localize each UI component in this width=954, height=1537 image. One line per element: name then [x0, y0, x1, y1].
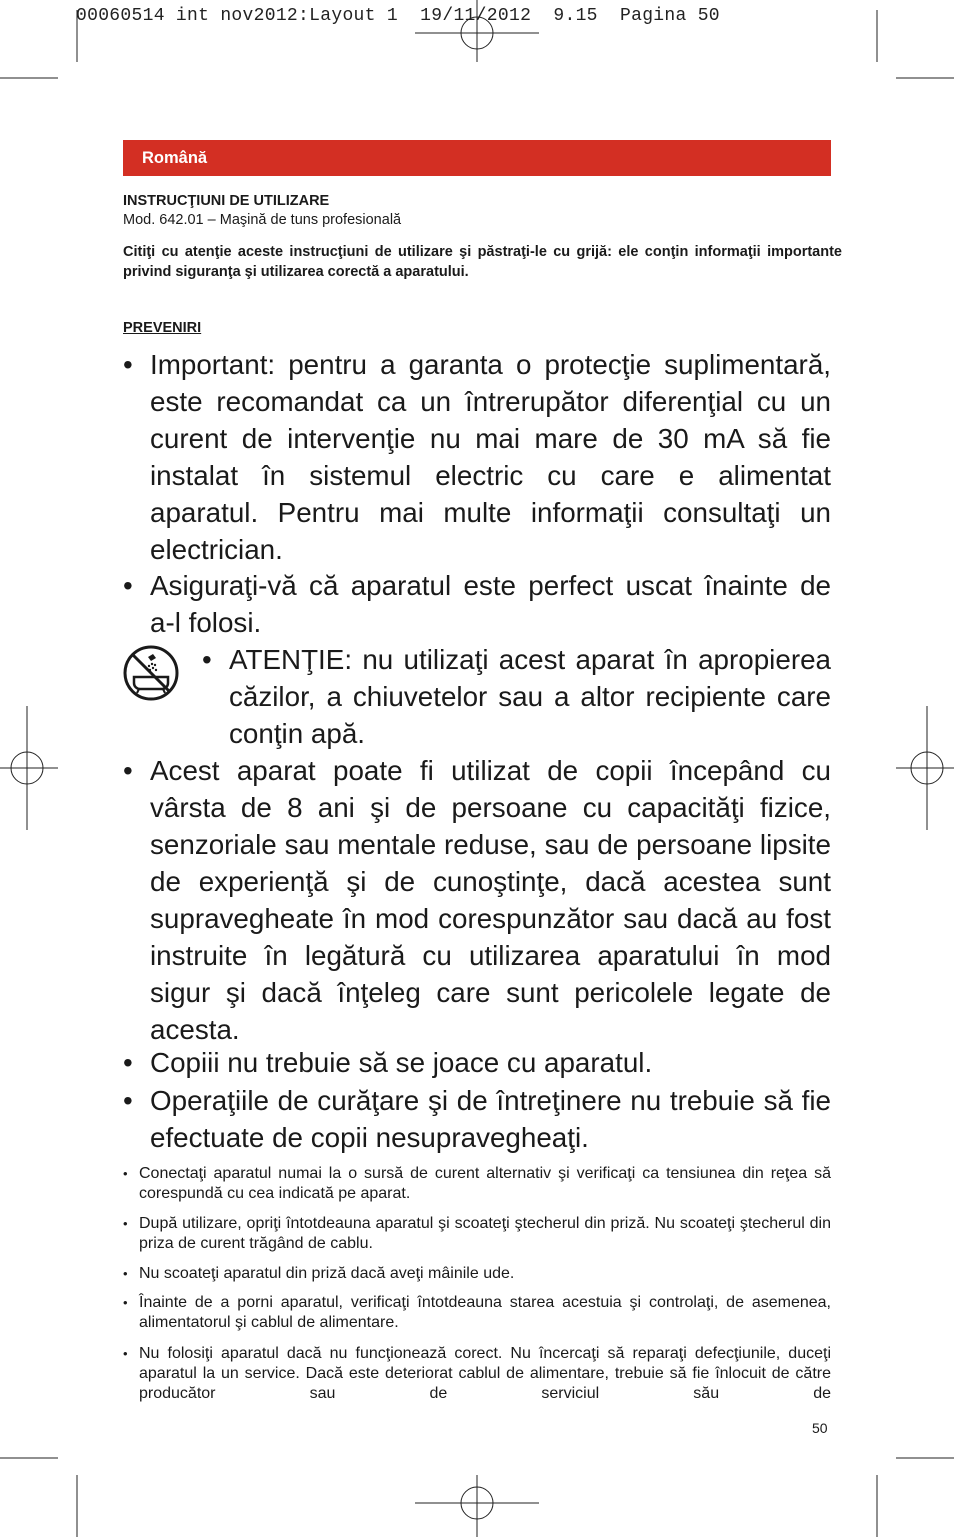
bullet: •: [123, 1266, 128, 1281]
warning-item: [0, 346, 831, 568]
bullet: •: [123, 755, 133, 786]
bullet: •: [123, 349, 133, 380]
instruction-text: Nu scoateţi aparatul din priză dacă aveţi mâinile ude.: [139, 1265, 515, 1282]
printer-slug: 00060514 int nov2012:Layout 1 19/11/2012 9.15 Pagina 50: [76, 6, 720, 26]
warning-text: Important: pentru a garanta o protecţie suplimentară, este recomandat ca un întrerupător diferenţial cu un curent de intervenţie nu mai mare de 30 mA să fie instalat în sistemul electric cu care e alimentat aparatul. Pentru mai multe informaţii consultaţi un electrician.: [150, 349, 831, 565]
instruction-text: Nu folosiţi aparatul dacă nu funcţionează corect. Nu încercaţi să reparaţi defecţiunile, duceţi aparatul la un service. Dacă este deteriorat cablul de alimentare, trebuie să fie înlocuit de către producător sau de serviciul său de: [139, 1345, 831, 1402]
warning-text: Asiguraţi-vă că aparatul este perfect uscat înainte de a-l folosi.: [150, 570, 831, 638]
bullet: •: [123, 1085, 133, 1116]
instruction-text: Conectaţi aparatul numai la o sursă de curent alternativ şi verificaţi ca tensiunea din reţea să corespundă cu cea indicată pe aparat.: [139, 1165, 831, 1202]
warning-text: Copiii nu trebuie să se joace cu aparatul.: [150, 1047, 653, 1078]
warning-item: [0, 752, 831, 1048]
bullet: •: [123, 1295, 128, 1310]
instruction-text: După utilizare, opriţi întotdeauna aparatul şi scoateţi ştecherul din priză. Nu scoateţi ştecherul din priza de curent trăgând de cablu.: [139, 1215, 831, 1252]
warning-item: [0, 1082, 831, 1156]
warning-text: Acest aparat poate fi utilizat de copii începând cu vârsta de 8 ani şi de persoane cu capacităţi fizice, senzoriale sau mentale reduse, sau de persoane lipsite de experienţă şi de cunoştinţe, dacă acestea sunt supravegheate în mod corespunzător sau dacă au fost instruite în legătură cu utilizarea aparatului în mod sigur şi dacă înţeleg care sunt pericolele legate de acesta.: [150, 755, 831, 1045]
bullet: •: [123, 1346, 128, 1361]
instruction-item: [0, 1164, 831, 1204]
bullet: •: [202, 644, 212, 675]
warning-item-pictogram: [0, 641, 831, 752]
warning-text: ATENŢIE: nu utilizaţi acest aparat în apropierea căzilor, a chiuvetelor sau a altor recipiente care conţin apă.: [229, 644, 831, 749]
intro-paragraph: Citiţi cu atenţie aceste instrucţiuni de utilizare şi păstraţi-le cu grijă: ele conţin informaţii importante privind siguranţa şi utilizarea corectă a aparatului.: [123, 244, 842, 280]
instruction-text: Înainte de a porni aparatul, verificaţi întotdeauna starea acestuia şi controlaţi, de asemenea, alimentatorul şi cablul de alimentare.: [139, 1294, 831, 1331]
warning-text: Operaţiile de curăţare şi de întreţinere nu trebuie să fie efectuate de copii nesupravegheaţi.: [150, 1085, 831, 1153]
registration-mark-right: [896, 706, 954, 830]
registration-mark-bottom: [415, 1475, 539, 1537]
section-heading: PREVENIRI: [123, 320, 202, 336]
registration-mark-top: [415, 0, 539, 62]
bullet: •: [123, 1166, 128, 1181]
instruction-item: [0, 1264, 831, 1284]
bullet: •: [123, 570, 133, 601]
model-line: Mod. 642.01 – Maşină de tuns profesională: [123, 212, 402, 228]
language-header-bar: [123, 140, 831, 176]
instruction-item: [0, 1293, 831, 1333]
bullet: •: [123, 1047, 133, 1078]
instruction-item: [0, 1344, 831, 1404]
language-label: Română: [142, 149, 208, 167]
document-title: INSTRUCŢIUNI DE UTILIZARE: [123, 193, 330, 209]
page-number: 50: [812, 1420, 828, 1436]
warning-item: [0, 1044, 831, 1081]
bullet: •: [123, 1216, 128, 1231]
instruction-item: [0, 1214, 831, 1254]
warning-item: [0, 567, 831, 641]
